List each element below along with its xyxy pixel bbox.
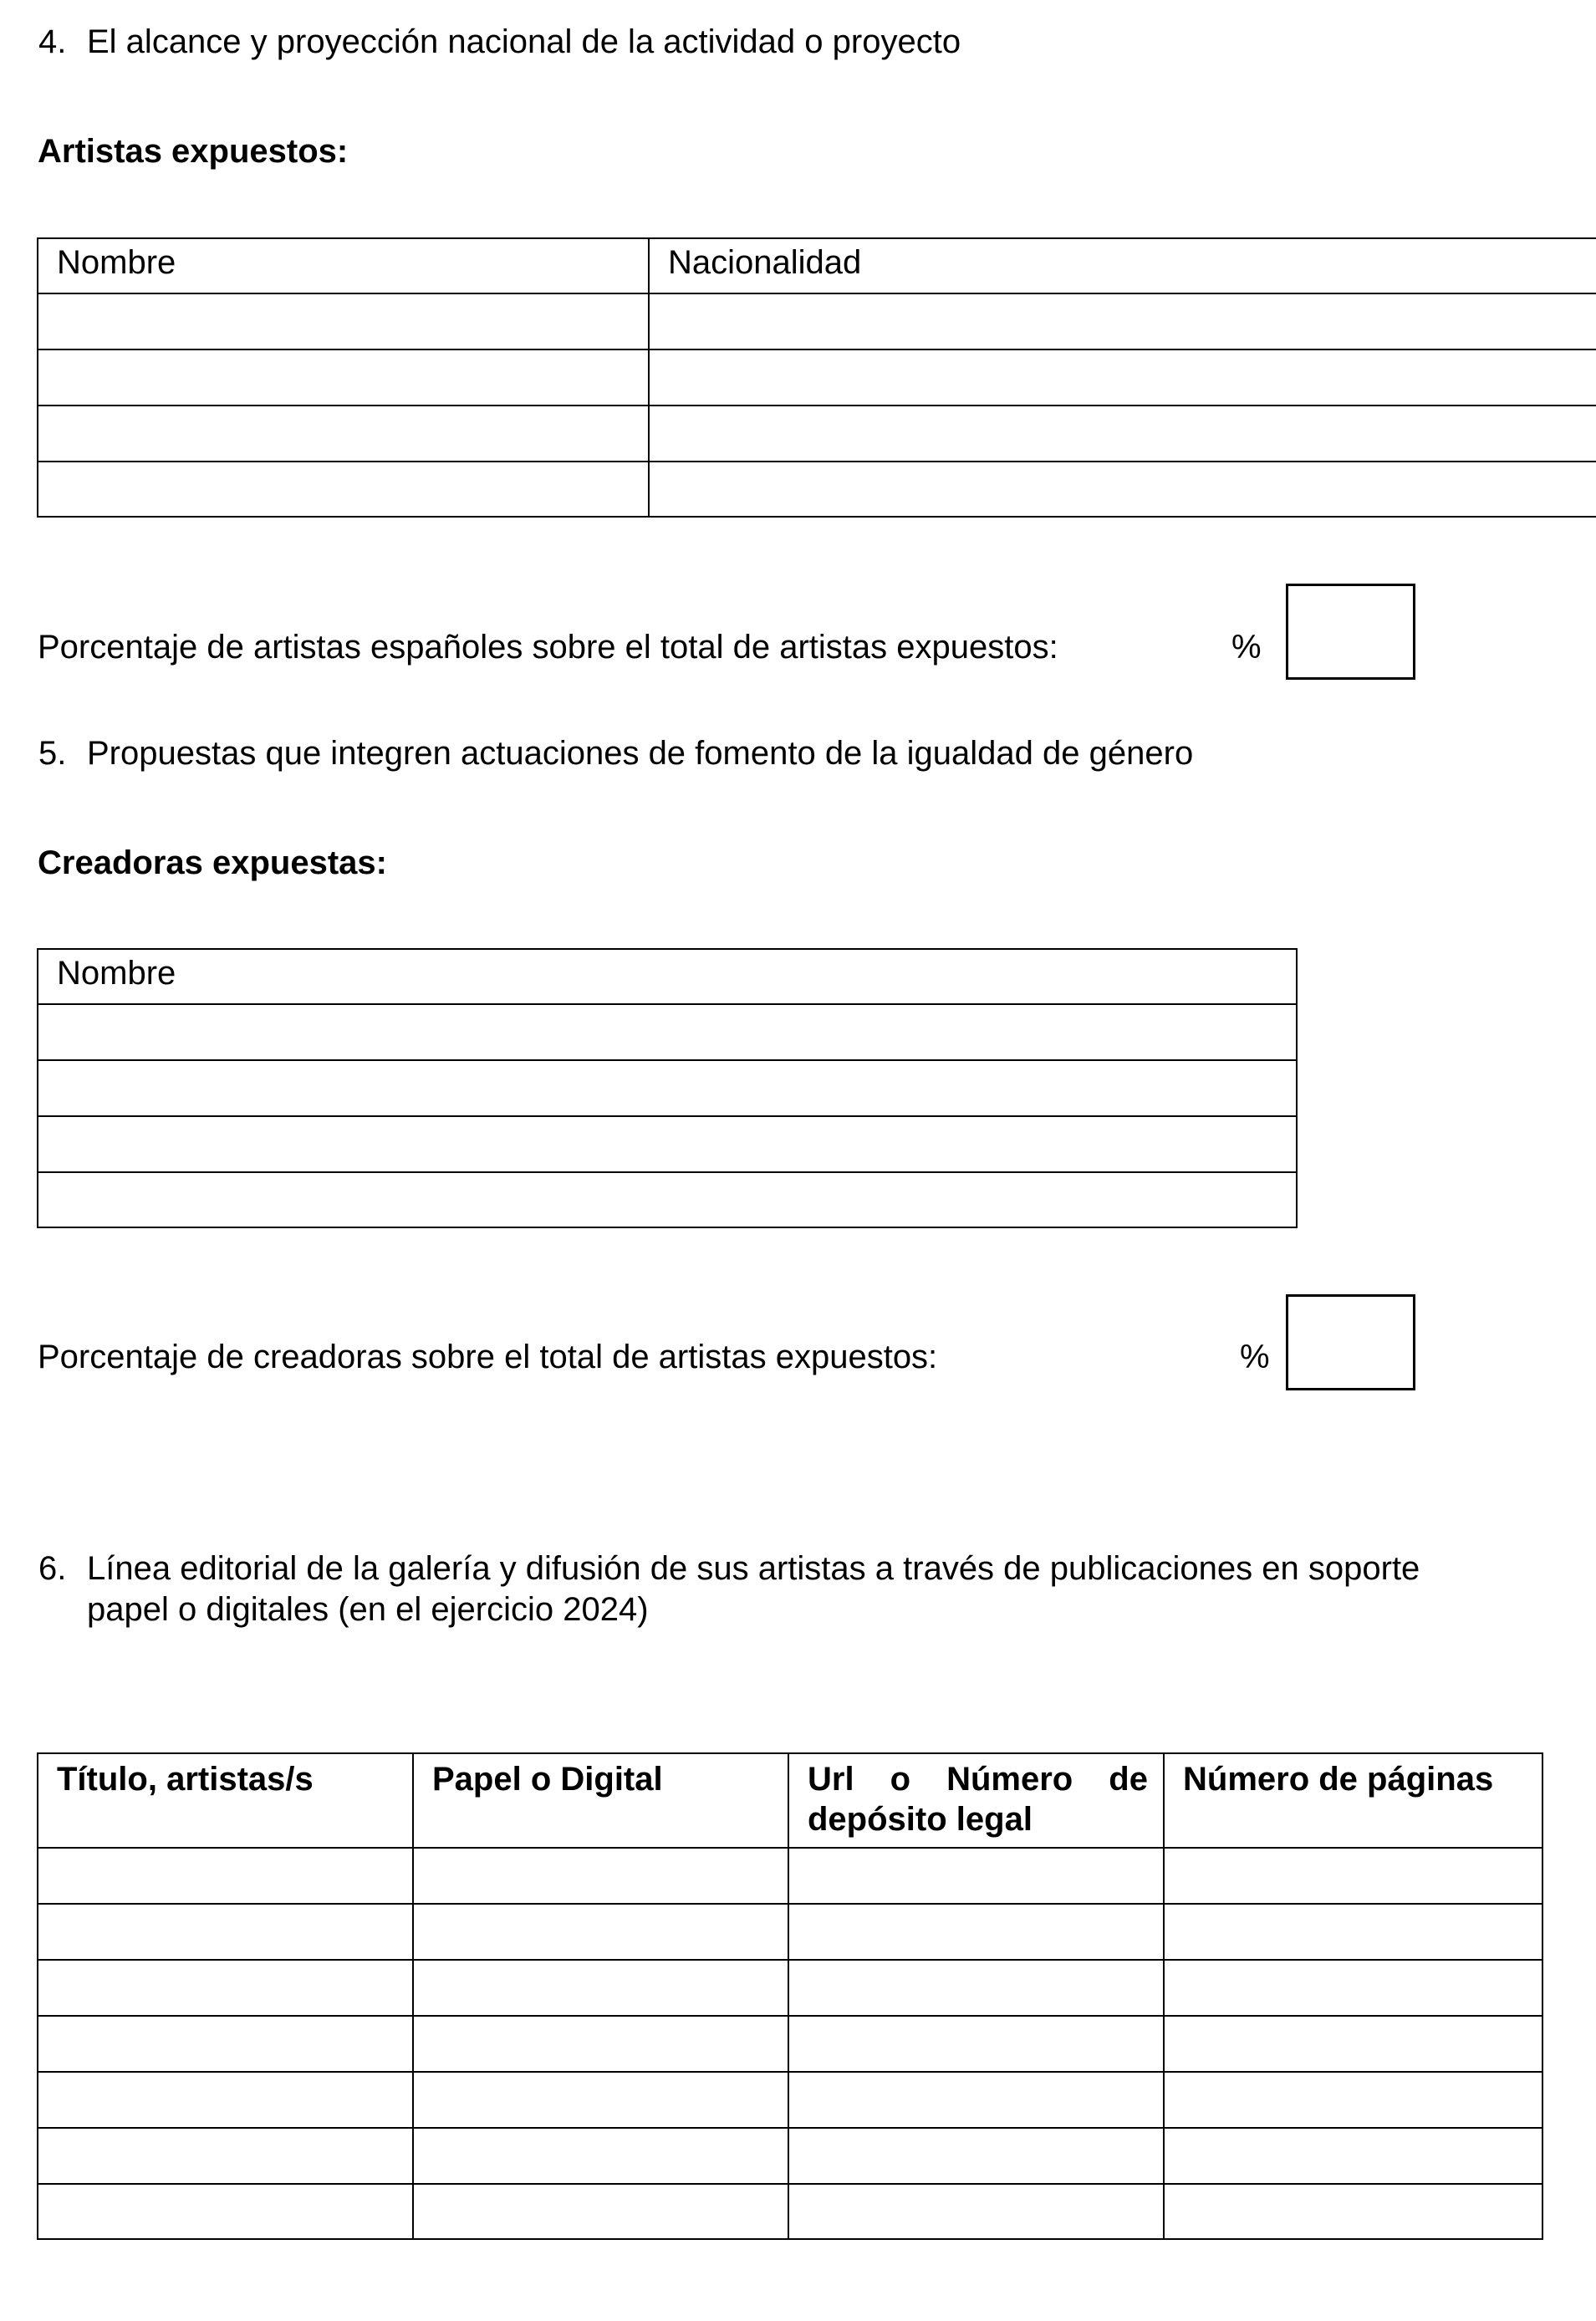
section5-heading: Propuestas que integren actuaciones de fomento de la igualdad de género	[87, 735, 1194, 772]
pub-format-cell[interactable]	[413, 1904, 788, 1960]
table-row	[38, 1116, 1297, 1172]
pub-title-cell[interactable]	[38, 1848, 413, 1904]
table-row	[38, 406, 1596, 462]
spanish-artists-percent-box[interactable]	[1286, 584, 1415, 680]
section4-heading: El alcance y proyección nacional de la actividad o proyecto	[87, 23, 961, 60]
artist-name-cell[interactable]	[38, 462, 649, 517]
section6-heading-line1: Línea editorial de la galería y difusión de sus artistas a través de publicaciones en soporte	[87, 1550, 1420, 1587]
table-row	[38, 1172, 1297, 1227]
pub-format-cell[interactable]	[413, 2072, 788, 2128]
section4-number: 4.	[38, 23, 67, 60]
section4-subheading: Artistas expuestos:	[38, 133, 349, 170]
pub-title-cell[interactable]	[38, 2016, 413, 2072]
pub-pages-cell[interactable]	[1164, 1960, 1542, 2016]
pub-format-cell[interactable]	[413, 2184, 788, 2239]
pub-pages-cell[interactable]	[1164, 2184, 1542, 2239]
pub-pages-cell[interactable]	[1164, 2072, 1542, 2128]
creator-name-cell[interactable]	[38, 1116, 1297, 1172]
table-row	[38, 293, 1596, 349]
section5-subheading: Creadoras expuestas:	[38, 844, 387, 881]
table-row	[38, 1004, 1297, 1060]
artist-nationality-cell[interactable]	[649, 406, 1596, 462]
pub-url-cell[interactable]	[788, 1904, 1164, 1960]
pub-header-url-line2: depósito legal	[808, 1801, 1033, 1838]
table-row	[38, 462, 1596, 517]
pub-format-cell[interactable]	[413, 1960, 788, 2016]
creator-name-cell[interactable]	[38, 1004, 1297, 1060]
artist-nationality-cell[interactable]	[649, 293, 1596, 349]
pub-format-cell[interactable]	[413, 1848, 788, 1904]
artists-header-nationality: Nacionalidad	[649, 238, 1596, 293]
pub-header-url-word: Número	[946, 1761, 1073, 1798]
pub-pages-cell[interactable]	[1164, 1848, 1542, 1904]
pub-title-cell[interactable]	[38, 1904, 413, 1960]
artist-name-cell[interactable]	[38, 349, 649, 406]
table-row	[38, 1060, 1297, 1116]
spanish-artists-percent-symbol: %	[1231, 629, 1262, 666]
pub-url-cell[interactable]	[788, 2128, 1164, 2184]
pub-pages-cell[interactable]	[1164, 1904, 1542, 1960]
creators-header-name: Nombre	[38, 949, 1297, 1004]
pub-url-cell[interactable]	[788, 2016, 1164, 2072]
table-row	[38, 2184, 1542, 2239]
publications-table	[37, 1752, 1543, 2240]
pub-title-cell[interactable]	[38, 2072, 413, 2128]
pub-url-cell[interactable]	[788, 1960, 1164, 2016]
spanish-artists-percent-label: Porcentaje de artistas españoles sobre el total de artistas expuestos:	[38, 629, 1058, 666]
artists-header-name: Nombre	[38, 238, 649, 293]
pub-url-cell[interactable]	[788, 1848, 1164, 1904]
artist-name-cell[interactable]	[38, 406, 649, 462]
pub-url-cell[interactable]	[788, 2072, 1164, 2128]
creator-name-cell[interactable]	[38, 1060, 1297, 1116]
women-creators-percent-label: Porcentaje de creadoras sobre el total de artistas expuestos:	[38, 1339, 938, 1375]
pub-header-url-word: Url	[808, 1761, 854, 1798]
pub-header-url	[788, 1753, 1164, 1848]
pub-title-cell[interactable]	[38, 2128, 413, 2184]
pub-header-title: Título, artistas/s	[38, 1753, 413, 1848]
pub-header-url-word: de	[1109, 1761, 1148, 1798]
artists-table	[37, 237, 1596, 518]
women-creators-percent-box[interactable]	[1286, 1294, 1415, 1390]
creator-name-cell[interactable]	[38, 1172, 1297, 1227]
pub-pages-cell[interactable]	[1164, 2128, 1542, 2184]
table-row	[38, 2016, 1542, 2072]
pub-header-pages: Número de páginas	[1164, 1753, 1542, 1848]
pub-format-cell[interactable]	[413, 2128, 788, 2184]
women-creators-percent-symbol: %	[1240, 1339, 1270, 1375]
pub-title-cell[interactable]	[38, 1960, 413, 2016]
table-row	[38, 349, 1596, 406]
table-row	[38, 2072, 1542, 2128]
pub-header-url-line1	[808, 1759, 1148, 1799]
table-row	[38, 1960, 1542, 2016]
women-creators-table	[37, 948, 1298, 1228]
pub-header-format: Papel o Digital	[413, 1753, 788, 1848]
section5-number: 5.	[38, 735, 67, 772]
table-row	[38, 2128, 1542, 2184]
pub-format-cell[interactable]	[413, 2016, 788, 2072]
pub-header-url-word: o	[890, 1761, 911, 1798]
pub-url-cell[interactable]	[788, 2184, 1164, 2239]
pub-pages-cell[interactable]	[1164, 2016, 1542, 2072]
pub-title-cell[interactable]	[38, 2184, 413, 2239]
artist-nationality-cell[interactable]	[649, 462, 1596, 517]
table-row	[38, 1904, 1542, 1960]
table-row	[38, 1848, 1542, 1904]
artist-nationality-cell[interactable]	[649, 349, 1596, 406]
section6-heading-line2: papel o digitales (en el ejercicio 2024)	[87, 1591, 649, 1628]
section6-number: 6.	[38, 1550, 67, 1587]
artist-name-cell[interactable]	[38, 293, 649, 349]
